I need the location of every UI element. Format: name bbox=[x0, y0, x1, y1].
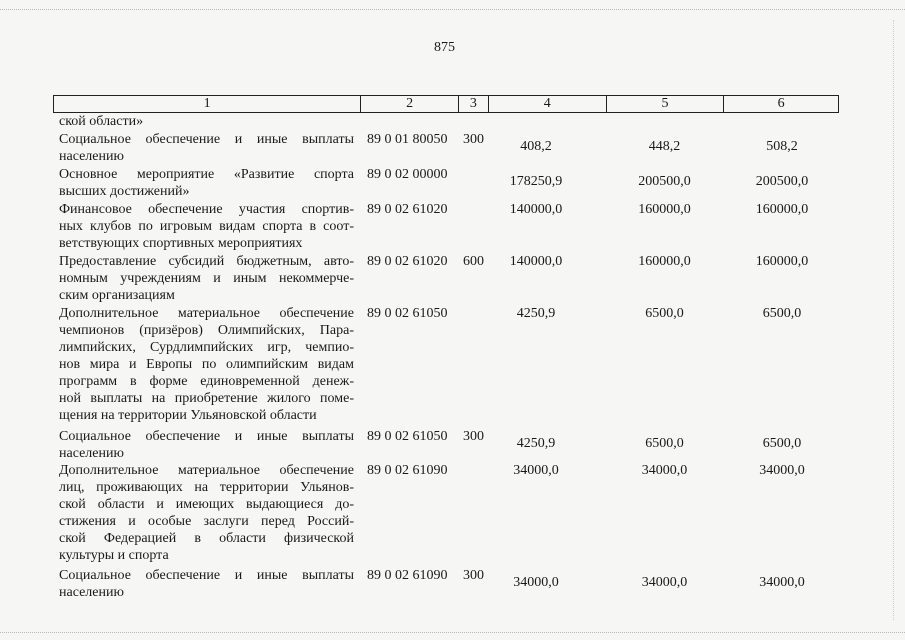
row-code: 89 0 01 80050 bbox=[367, 132, 448, 147]
header-col-5: 5 bbox=[607, 96, 725, 112]
description-line: Основное мероприятие «Развитие спорта bbox=[59, 167, 354, 182]
row-code: 89 0 02 61020 bbox=[367, 202, 448, 217]
row-value-col-4: 34000,0 bbox=[513, 575, 559, 590]
row-description bbox=[59, 113, 354, 130]
row-value-col-6: 6500,0 bbox=[762, 306, 802, 321]
row-code: 89 0 02 61050 bbox=[367, 429, 448, 444]
row-value-col-6: 34000,0 bbox=[759, 575, 805, 590]
description-line: населению bbox=[59, 446, 124, 461]
row-value-col-5: 160000,0 bbox=[638, 254, 691, 269]
row-value-col-4: 178250,9 bbox=[509, 174, 563, 189]
row-value-col-5: 448,2 bbox=[648, 139, 681, 154]
description-line: ским организациям bbox=[59, 288, 175, 303]
description-line: ветствующих спортивных мероприятиях bbox=[59, 236, 303, 251]
description-line: Социальное обеспечение и иные выплаты bbox=[59, 429, 354, 444]
row-value-col-6: 508,2 bbox=[766, 139, 798, 154]
row-description bbox=[59, 201, 354, 252]
description-line: лимпийских, Сурдлимпийских игр, чемпио- bbox=[59, 340, 354, 355]
row-code: 89 0 02 61020 bbox=[367, 254, 448, 269]
row-value-col-5: 160000,0 bbox=[638, 202, 691, 217]
description-line: Дополнительное материальное обеспечение bbox=[59, 306, 354, 321]
row-value-col-5: 200500,0 bbox=[638, 174, 691, 189]
description-line: нов мира и Европы по олимпийским видам bbox=[59, 357, 354, 372]
header-col-1: 1 bbox=[54, 96, 361, 112]
row-value-col-4: 4250,9 bbox=[516, 436, 556, 451]
scan-artifact-top bbox=[0, 9, 905, 11]
description-line: ной выплаты на приобретение жилого поме- bbox=[59, 391, 354, 406]
row-expense-type: 300 bbox=[463, 132, 484, 147]
row-code: 89 0 02 00000 bbox=[367, 167, 448, 182]
description-line: Дополнительное материальное обеспечение bbox=[59, 463, 354, 478]
row-value-col-4: 4250,9 bbox=[516, 306, 556, 321]
row-value-col-6: 160000,0 bbox=[755, 254, 809, 269]
table-header-row bbox=[53, 95, 839, 113]
row-value-col-4: 140000,0 bbox=[509, 254, 563, 269]
description-line: стижения и особые заслуги перед Россий- bbox=[59, 514, 354, 529]
row-description bbox=[59, 305, 354, 424]
row-expense-type: 300 bbox=[463, 568, 484, 583]
description-line: ской области и имеющих выдающиеся до- bbox=[59, 497, 354, 512]
description-line: Социальное обеспечение и иные выплаты bbox=[59, 568, 354, 583]
description-line: культуры и спорта bbox=[59, 548, 169, 563]
row-value-col-6: 34000,0 bbox=[759, 463, 805, 478]
scan-artifact-bottom bbox=[0, 632, 905, 634]
row-description bbox=[59, 131, 354, 165]
description-line: Социальное обеспечение и иные выплаты bbox=[59, 132, 354, 147]
row-value-col-4: 34000,0 bbox=[513, 463, 559, 478]
row-description bbox=[59, 462, 354, 564]
row-description bbox=[59, 253, 354, 304]
description-line: населению bbox=[59, 149, 124, 164]
row-code: 89 0 02 61090 bbox=[367, 568, 448, 583]
description-line: Предоставление субсидий бюджетным, авто- bbox=[59, 254, 354, 269]
description-line: лиц, проживающих на территории Ульянов- bbox=[59, 480, 354, 495]
description-line: ской области» bbox=[59, 114, 144, 129]
header-col-6: 6 bbox=[777, 96, 785, 111]
row-description bbox=[59, 567, 354, 601]
row-description bbox=[59, 166, 354, 200]
description-line: ных клубов по игровым видам спорта в соот- bbox=[59, 219, 354, 234]
row-value-col-5: 6500,0 bbox=[645, 436, 684, 451]
page-number: 875 bbox=[434, 40, 455, 55]
header-col-2: 2 bbox=[361, 96, 459, 112]
row-value-col-6: 160000,0 bbox=[755, 202, 809, 217]
row-value-col-6: 200500,0 bbox=[755, 174, 809, 189]
header-col-4: 4 bbox=[489, 96, 607, 112]
description-line: номным учреждениям и иным некоммерче- bbox=[59, 271, 354, 286]
header-col-3: 3 bbox=[459, 96, 489, 112]
description-line: программ в форме единовременной денеж- bbox=[59, 374, 354, 389]
row-value-col-5: 34000,0 bbox=[641, 575, 688, 590]
row-code: 89 0 02 61050 bbox=[367, 306, 448, 321]
row-value-col-6: 6500,0 bbox=[762, 436, 802, 451]
row-code: 89 0 02 61090 bbox=[367, 463, 448, 478]
description-line: высших достижений» bbox=[59, 184, 190, 199]
row-value-col-4: 408,2 bbox=[520, 139, 552, 154]
description-line: Финансовое обеспечение участия спортив- bbox=[59, 202, 354, 217]
row-value-col-5: 34000,0 bbox=[641, 463, 688, 478]
row-value-col-4: 140000,0 bbox=[509, 202, 563, 217]
description-line: населению bbox=[59, 585, 124, 600]
description-line: щения на территории Ульяновской области bbox=[59, 408, 317, 423]
row-expense-type: 300 bbox=[463, 429, 484, 444]
description-line: ской Федерацией в области физической bbox=[59, 531, 354, 546]
description-line: чемпионов (призёров) Олимпийских, Пара- bbox=[59, 323, 354, 338]
row-expense-type: 600 bbox=[463, 254, 484, 269]
row-value-col-5: 6500,0 bbox=[645, 306, 684, 321]
scan-artifact-edge bbox=[893, 20, 895, 620]
row-description bbox=[59, 428, 354, 462]
